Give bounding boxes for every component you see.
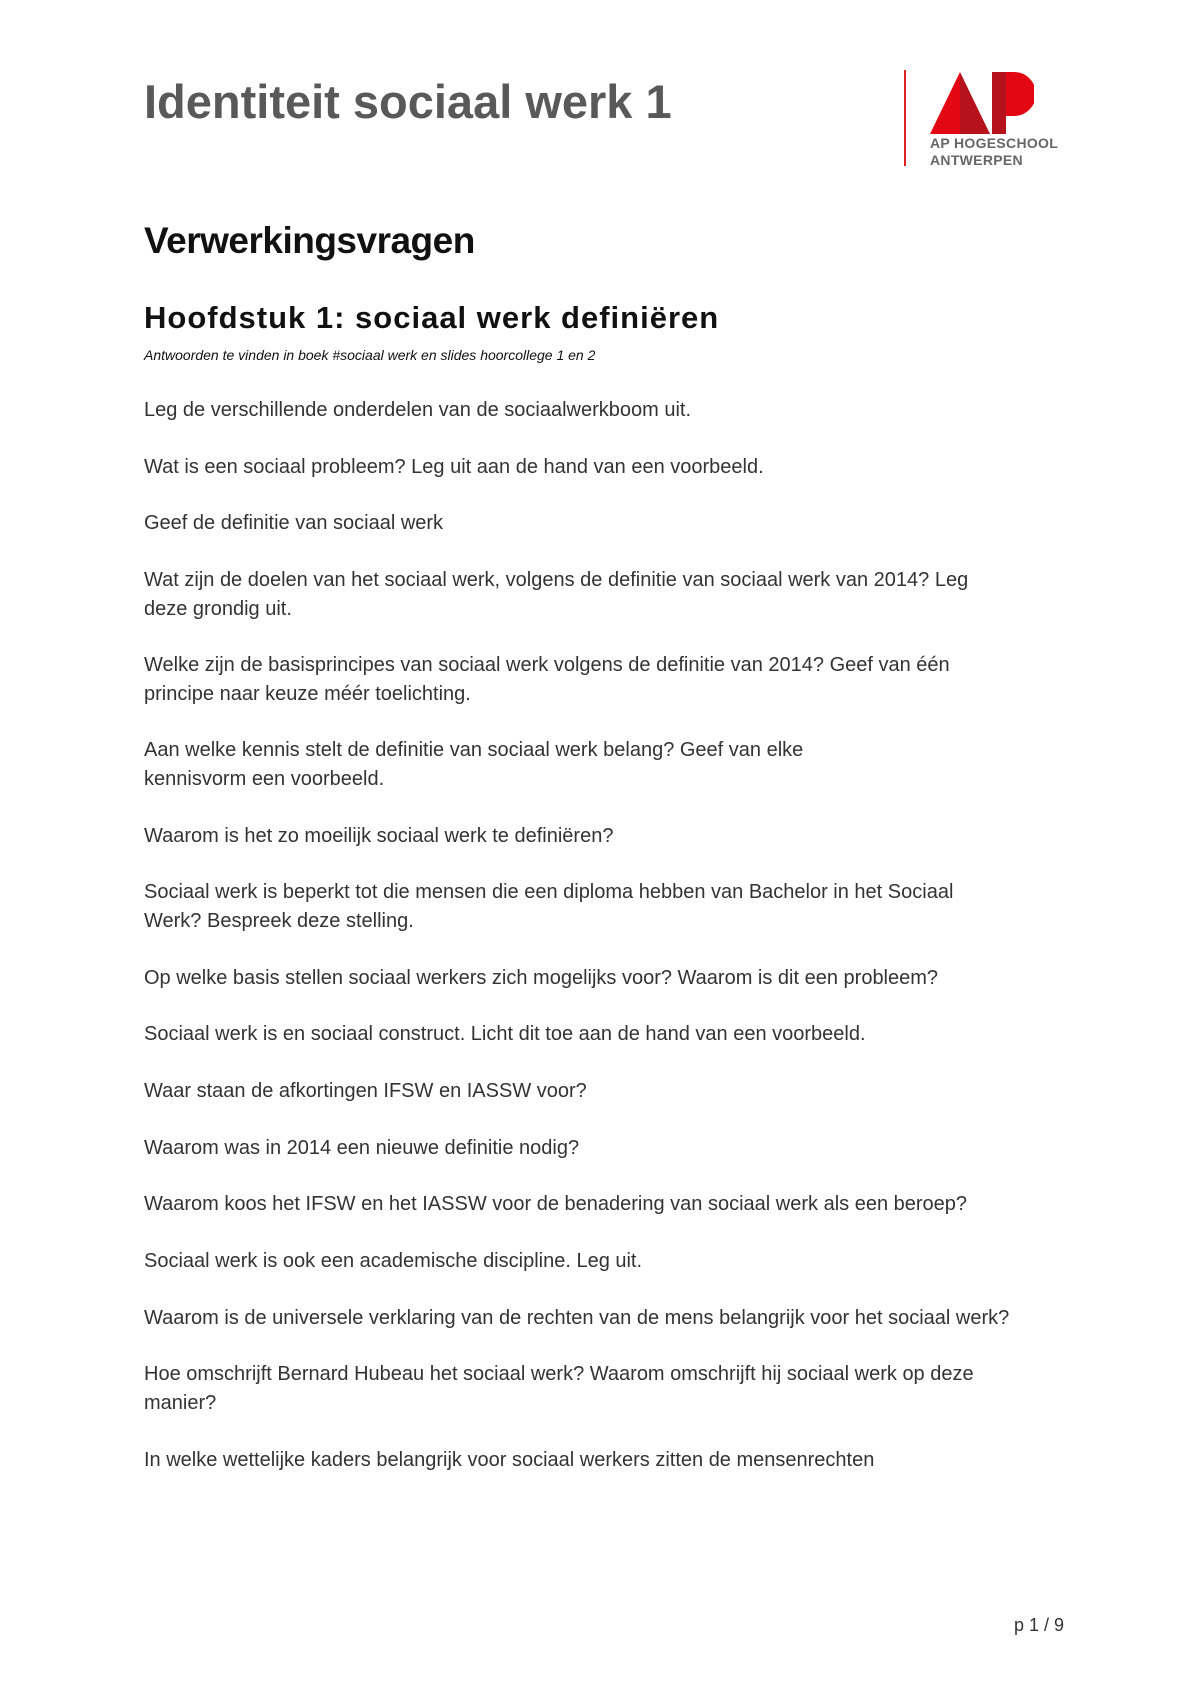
question: Aan welke kennis stelt de definitie van sociaal werk belang? Geef van elke kennisvorm een voorbeeld. (144, 739, 804, 790)
question: In welke wettelijke kaders belangrijk voor sociaal werkers zitten de mensenrechten (144, 1448, 875, 1471)
question: Waarom was in 2014 een nieuwe definitie nodig? (144, 1136, 580, 1159)
question: Sociaal werk is beperkt tot die mensen die een diploma hebben van Bachelor in het Sociaal Werk? Bespreek deze stelling. (144, 881, 954, 932)
logo-line2: ANTWERPEN (930, 152, 1023, 168)
logo-divider (904, 70, 906, 166)
section-heading: Verwerkingsvragen (144, 220, 475, 261)
question: Waarom is de universele verklaring van de rechten van de mens belangrijk voor het sociaal werk? (144, 1306, 1010, 1329)
source-note: Antwoorden te vinden in boek #sociaal werk en slides hoorcollege 1 en 2 (144, 347, 596, 363)
question: Waarom koos het IFSW en het IASSW voor de benadering van sociaal werk als een beroep? (144, 1193, 968, 1216)
chapter-heading: Hoofdstuk 1: sociaal werk definiëren (144, 300, 720, 335)
question: Geef de definitie van sociaal werk (144, 512, 444, 535)
question: Waar staan de afkortingen IFSW en IASSW voor? (144, 1079, 587, 1102)
question: Leg de verschillende onderdelen van de sociaalwerkboom uit. (144, 399, 692, 421)
question: Hoe omschrijft Bernard Hubeau het sociaal werk? Waarom omschrijft hij sociaal werk op deze manier? (144, 1363, 974, 1414)
question-list (144, 396, 1064, 1502)
question: Waarom is het zo moeilijk sociaal werk te definiëren? (144, 824, 614, 847)
ap-logo-icon (930, 72, 1034, 136)
ap-hogeschool-logo (904, 70, 1074, 170)
question: Sociaal werk is ook een academische discipline. Leg uit. (144, 1249, 643, 1272)
question: Op welke basis stellen sociaal werkers zich mogelijks voor? Waarom is dit een probleem? (144, 966, 939, 989)
document-title: Identiteit sociaal werk 1 (144, 75, 672, 128)
logo-line1: AP HOGESCHOOL (930, 135, 1059, 151)
question: Wat zijn de doelen van het sociaal werk, volgens de definitie van sociaal werk van 2014? Leg deze grondig uit. (144, 569, 969, 620)
page-number: p 1 / 9 (1014, 1615, 1065, 1635)
question: Wat is een sociaal probleem? Leg uit aan de hand van een voorbeeld. (144, 455, 764, 478)
question: Welke zijn de basisprincipes van sociaal werk volgens de definitie van 2014? Geef van één principe naar keuze méér toelichting. (144, 654, 950, 705)
question: Sociaal werk is en sociaal construct. Licht dit toe aan de hand van een voorbeeld. (144, 1023, 866, 1046)
